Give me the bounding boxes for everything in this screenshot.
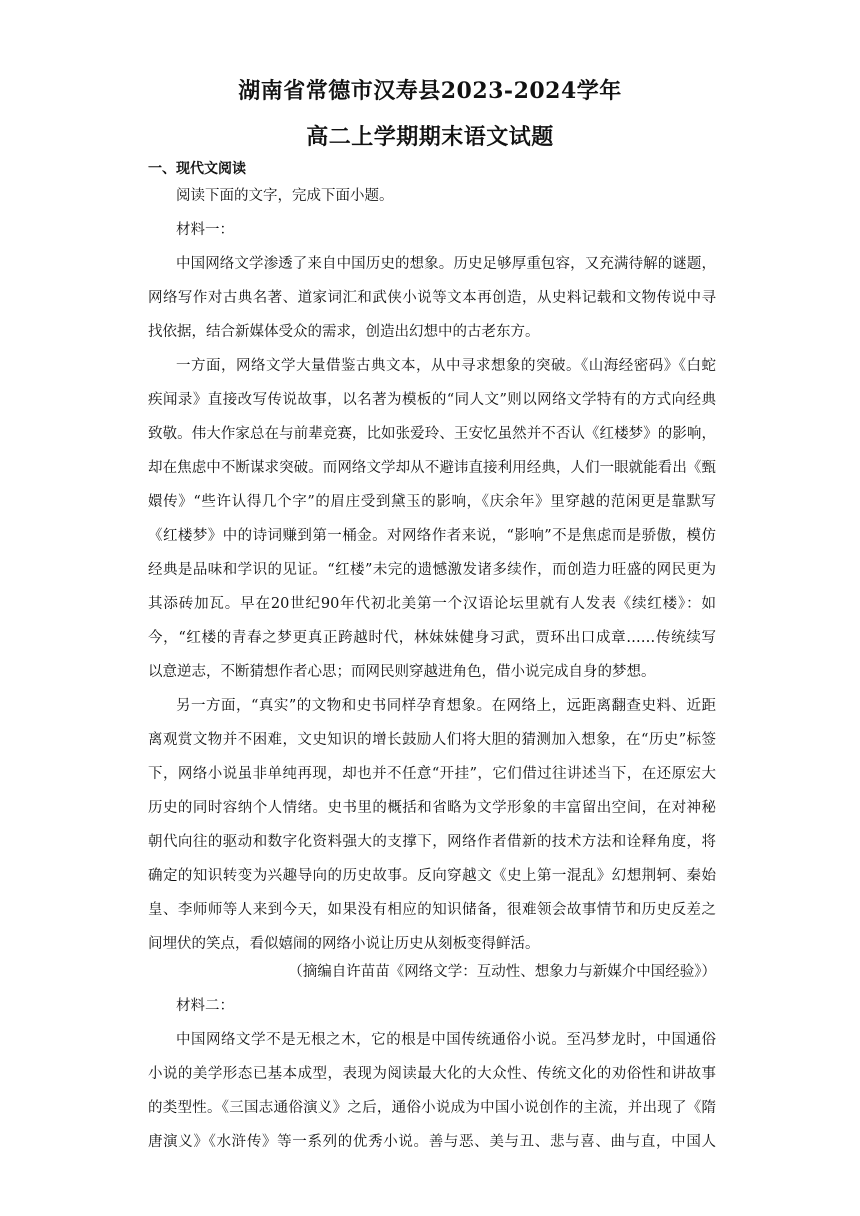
paragraph-line: 以意逆志，不断猜想作者心思；而网民则穿越进角色，借小说完成自身的梦想。 <box>148 664 656 680</box>
section-heading: 一、现代文阅读 <box>148 161 246 177</box>
paragraph-line: 疾闻录》直接改写传说故事，以名著为模板的“同人文”则以网络文学特有的方式向经典 <box>148 392 716 408</box>
paragraph-line: 朝代向往的驱动和数字化资料强大的支撑下，网络作者借新的技术方法和诠释角度，将 <box>148 834 716 850</box>
paragraph-line: 间埋伏的笑点，看似嬉闹的网络小说让历史从刻板变得鲜活。 <box>148 936 540 952</box>
paragraph-line: 嬛传》“些许认得几个字”的眉庄受到黛玉的影响，《庆余年》里穿越的范闲更是靠默写 <box>148 494 716 510</box>
material1-label: 材料一： <box>176 222 234 238</box>
paragraph-line: 确定的知识转变为兴趣导向的历史故事。反向穿越文《史上第一混乱》幻想荆轲、秦始 <box>148 868 716 884</box>
paragraph-line: 皇、李师师等人来到今天，如果没有相应的知识储备，很难领会故事情节和历史反差之 <box>148 902 716 918</box>
paragraph-line: 唐演义》《水浒传》等一系列的优秀小说。善与恶、美与丑、悲与喜、曲与直，中国人 <box>148 1134 716 1150</box>
doc-title-line2: 高二上学期期末语文试题 <box>306 124 554 150</box>
instruction-text: 阅读下面的文字，完成下面小题。 <box>176 188 394 204</box>
paragraph-line: 历史的同时容纳个人情绪。史书里的概括和省略为文学形象的丰富留出空间，在对神秘 <box>148 800 716 816</box>
paragraph-line: 小说的美学形态已基本成型，表现为阅读最大化的大众性、传统文化的劝俗性和讲故事 <box>148 1066 716 1082</box>
paragraph-line: 中国网络文学渗透了来自中国历史的想象。历史足够厚重包容，又充满待解的谜题， <box>176 256 716 272</box>
paragraph-line: 致敬。伟大作家总在与前辈竞赛，比如张爱玲、王安忆虽然并不否认《红楼梦》的影响， <box>148 426 716 442</box>
material2-label: 材料二： <box>176 998 234 1014</box>
paragraph-line: 今，“红楼的青春之梦更真正跨越时代，林妹妹健身习武，贾环出口成章……传统续写 <box>148 630 716 646</box>
paragraph-line: 的类型性。《三国志通俗演义》之后，通俗小说成为中国小说创作的主流，并出现了《隋 <box>148 1100 716 1116</box>
paragraph-line: 一方面，网络文学大量借鉴古典文本，从中寻求想象的突破。《山海经密码》《白蛇 <box>176 358 716 374</box>
source-citation: （摘编自许苗苗《网络文学：互动性、想象力与新媒介中国经验》） <box>288 964 716 980</box>
doc-title-line1: 湖南省常德市汉寿县2023-2024学年 <box>238 78 622 104</box>
paragraph-line: 网络写作对古典名著、道家词汇和武侠小说等文本再创造，从史料记载和文物传说中寻 <box>148 290 716 306</box>
paragraph-line: 却在焦虑中不断谋求突破。而网络文学却从不避讳直接利用经典，人们一眼就能看出《甄 <box>148 460 716 476</box>
paragraph-line: 离观赏文物并不困难，文史知识的增长鼓励人们将大胆的猜测加入想象，在“历史”标签 <box>148 732 716 748</box>
paragraph-line: 中国网络文学不是无根之木，它的根是中国传统通俗小说。至冯梦龙时，中国通俗 <box>176 1032 716 1048</box>
paragraph-line: 下，网络小说虽非单纯再现，却也并不任意“开挂”，它们借过往讲述当下，在还原宏大 <box>148 766 716 782</box>
paragraph-line: 其添砖加瓦。早在20世纪90年代初北美第一个汉语论坛里就有人发表《续红楼》：如 <box>148 596 716 612</box>
paragraph-line: 经典是品味和学识的见证。“红楼”未完的遗憾激发诸多续作，而创造力旺盛的网民更为 <box>148 562 716 578</box>
paragraph-line: 找依据，结合新媒体受众的需求，创造出幻想中的古老东方。 <box>148 324 540 340</box>
paragraph-line: 另一方面，“真实”的文物和史书同样孕育想象。在网络上，远距离翻查史料、近距 <box>176 698 716 714</box>
paragraph-line: 《红楼梦》中的诗词赚到第一桶金。对网络作者来说，“影响”不是焦虑而是骄傲，模仿 <box>148 528 716 544</box>
